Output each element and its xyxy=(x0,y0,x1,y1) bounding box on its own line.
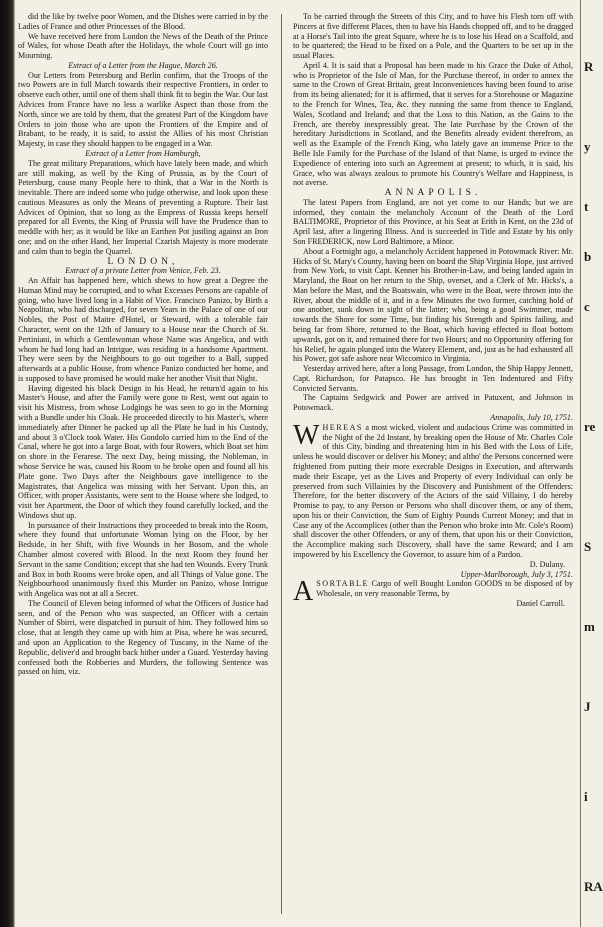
adjacent-page-fragment: i xyxy=(584,789,588,804)
adjacent-page-fragment: y xyxy=(584,139,591,154)
article-paragraph: Yesterday arrived here, after a long Passage, from London, the Ship Happy Jennett, Capt. Richardson, for Patapsco. He has brought in Ten Indentured and Fifty Convicted Servants. xyxy=(293,364,573,393)
section-heading: Extract of a Letter from Hamburgh, xyxy=(85,148,201,158)
adjacent-page-fragment: J xyxy=(584,699,591,714)
notice-body: a most wicked, violent and audacious Crime was committed in the Night of the 2d Instant, by breaking open the House of Mr. Charles Cole of this City, binding and threatening him in his Bed with the Loss of Life, unless he would discover or deliver his Money; and altho' the Persons concerned were frightened from putting their more execrable Designs in Execution, and afterwards made their Escape, yet as the Lives and Property of every Individual can only be preserved from such Villainies by the Discovery and Punishment of the Offenders: Therefore, for the better discovery of the Actors of the said Villainy, I do hereby Promise to pay, to any Person or Persons who shall discover them, or any of them, upon his or their Conviction, the Sum of Eighty Pounds Current Money; and that in Case any of the Accomplices (other than the Person who broke into Mr. Cole's Room) shall discover the other Offenders, or any of them, that upon his or their Conviction, the Accomplice making such Discovery, shall have the same Reward; and I am impowered by his Excellency the Governor, to assure him of a Pardon. xyxy=(293,422,573,559)
article-paragraph: did the like by twelve poor Women, and the Dishes were carried in by the Ladies of France and other Princesses of the Blood. xyxy=(18,12,268,31)
page-binding-edge xyxy=(0,0,15,927)
article-paragraph: An Affair has happened here, which shews to how great a Degree the Human Mind may be corrupted, and to what Excesses Persons are capable of going, who have lived long in a Habit of Vice. Francisco Panizo, by Birth a Neapolitan, who had discharged, for seven Years in the Palace of one of our Nobles, the Post of Maitre d'Hotel, or Steward, with a tolerable fair Character, went on the 12th of January to a House near the Church of St. Pertiniani, in which a Gentlewoman whose Name was Angelica, and with whom he had long had an Intrigue, was residing in a handsome Apartment. They were seen by the Neighbours to go out together to a Ball, supped afterwards at a public House, from whence Panizo conducted her home, and is supposed to have promised he would make her another Visit that Night. xyxy=(18,276,268,383)
article-paragraph: To be carried through the Streets of this City, and to have his Flesh torn off with Pincers at five different Places, then to have his Hands chopped off, and to be dragged at a Horse's Tail into the great Square, where he is to lose his Head on a Scaffold, and to be quartered; the Head to be fixed on a Pole, and the Quarters to be set up in the usual Places. xyxy=(293,12,573,61)
notice-drop-cap: W xyxy=(293,419,320,451)
london-heading: LONDON, xyxy=(107,255,179,267)
article-paragraph: The Council of Eleven being informed of what the Officers of Justice had seen, and of the Person who was suspected, an Officer with a certain Number of Sbirri, were dispatched in pursuit of him. They followed him so close, that at length they came up with him at Pisa, where he was secured, and upon an Application to the Regency of Tuscany, in the Name of the Republic, deliver'd and brought back hither under a Guard. Yesterday having confessed both the Robberies and Murders, the following Sentence was passed on him, viz. xyxy=(18,598,268,677)
adjacent-page-fragment: S xyxy=(584,539,592,554)
notice-signature: D. Dulany. xyxy=(529,559,565,569)
adjacent-page-fragment: RA xyxy=(584,879,603,894)
adjacent-page-strip xyxy=(580,0,601,927)
section-heading: Extract of a Letter from the Hague, March 26. xyxy=(68,60,218,70)
article-paragraph: The great military Preparations, which have lately been made, and which are still making, as well by the King of Prussia, as by the Court of Petersburg, cause many People here to think, that a War in the North is inevitable. There are indeed some who judge otherwise, and look upon these cautious Measures as only the Means of preventing a Rupture. Their last Advices of Opinion, that so long as the Empress of Russia keeps herself prepared for all Events, the King of Prussia will have the Prudence than to meddle with her; as it would be like an Earthen Pot justling against an Iron one; and on the other Hand, her Imperial Czarish Majesty is more moderate and calm than to begin the Quarrel. xyxy=(18,158,268,256)
adjacent-page-fragment: R xyxy=(584,59,594,74)
advert-dateline: Upper-Marlborough, July 3, 1751. xyxy=(460,569,573,579)
adjacent-page-fragment: c xyxy=(584,299,590,314)
article-paragraph: We have received here from London the News of the Death of the Prince of Wales, for whose Death after the Holidays, the whole Court will go into Mourning. xyxy=(18,31,268,61)
article-paragraph: The Captains Sedgwick and Power are arrived in Patuxent, and Johnson in Potowmack. xyxy=(293,393,573,413)
adjacent-page-fragment: b xyxy=(584,249,592,264)
right-column xyxy=(293,12,573,924)
article-paragraph: The latest Papers from England, are not yet come to our Hands; but we are informed, they contain the melancholy Account of the Death of the Lord BALTIMORE, Proprietor of this Province, at his Seat at Erith in Kent, on the 23d of April last, after a lingering Illness. And is succeeded in Title and Estate by his only Son FREDERICK, now Lord Baltimore, a Minor. xyxy=(293,197,573,246)
article-paragraph: In pursuance of their Instructions they proceeded to break into the Room, where they found that unfortunate Woman lying on the Floor, by her Bedside, in her Shift, with five Wounds in her Bosom, and the whole Chamber almost covered with Blood. In the next Room they found her Servant in the same Condition; except that she had ten Wounds. Every Trunk and Box in both Rooms were broke open, and all Things of Value gone. The Neighbourhood unanimously fixed this Murder on Panizo, whose Intrigue with Angelica was not at all a Secret. xyxy=(18,520,268,599)
notice-dateline: Annapolis, July 10, 1751. xyxy=(490,413,573,423)
article-paragraph: April 4. It is said that a Proposal has been made to his Grace the Duke of Athol, who is Proprietor of the Isle of Man, for the Purchase thereof, in order to annex the same to the Crown of Great Britain, great Inconveniences having been found to arise from its being alienated; for it is affirmed, that it serves for a Storehouse or Magazine to the French for Wines, Tea, &c. they running the same from thence to England, Wales, Scotland and Ireland; and that the Loss to this Nation, as the Gains to the French, are thereby inexpressibly great. The late Purchase by the Crown of the hereditary Jurisdictions in Scotland, and the Benefits already evident therefrom, as well as the Example of the French King, who lately gave an immense Price to the Belle Isle Family for the Purchase of the Island of that Name, is urged to evince the Expedience of entering into such an Agreement at present; to which, it is said, his Grace, who was always zealous to promote his Country's Welfare and Happiness, is not averse. xyxy=(293,60,573,188)
article-paragraph: About a Fortnight ago, a melancholy Accident happened in Potowmack River: Mr. Hicks of St. Mary's County, having been on board the Ship Virginia Hope, just arrived from New York, to visit Capt. Kenner his Brother-in-Law, and being landed again in Maryland, the Boat on her return to the Ship, overset, and a Clerk of Mr. Hicks's, a Man before the Mast, and the Boatswain, who were in the Boat, were thrown into the River, about the middle of it, and in a few Minutes the two former, catching hold of one another, sunk down in sight of the latter; who, being a good Swimmer, made towards the Shore for some Time, but finding his Strength and Spirits failing, and being far from Shore, returned to the Boat, which having effected to float bottom upwards, got on it, and remained there for two Hours; and no Opportunity offering for his Relief, he again plunged into the Watery Element, and, just as he had exhausted all his Power, got safe ashore near Wiccomico in Virginia. xyxy=(293,246,573,364)
article-paragraph: Our Letters from Petersburg and Berlin confirm, that the Troops of the two Powers are in full March towards their respective Frontiers, in order to observe each other, until one of them shall think fit to begin the War. Our last Advices from France have no less a warlike Aspect than those from the North, since we are told by them, that the greatest Part of the Kingdom have Orders to join those who are upon the Frontiers of the Empire and of Brabant, to be ready, it is said, to assist the Allies of his most Christian Majesty, in case they should happen to be engaged in a War. xyxy=(18,70,268,149)
advert-drop-cap: A xyxy=(293,576,314,608)
section-heading: Extract of a private Letter from Venice, Feb. 23. xyxy=(65,266,221,276)
annapolis-heading: ANNAPOLIS. xyxy=(384,187,482,199)
notice-lead-word: HEREAS xyxy=(322,422,363,432)
advert-body: Cargo of well Bought London GOODS to be disposed of by Wholesale, on very reasonable Terms, by xyxy=(316,579,573,599)
adjacent-page-fragment: re xyxy=(584,419,596,434)
advert-signature: Daniel Carroll. xyxy=(516,598,565,608)
adjacent-page-fragment: t xyxy=(584,199,589,214)
column-rule xyxy=(281,14,282,914)
reward-notice xyxy=(293,419,573,560)
adjacent-page-fragment: m xyxy=(584,619,595,634)
article-paragraph: Having digested his black Design in his Head, he return'd again to his Master's House, and after the Family were gone to Rest, went out again to visit his Mistress, from whose Lodgings he was seen to go in the Morning with a Bundle under his Cloak. He proceeded directly to his Master's, where immediately after Dinner he packed up all the Plate he had in his Custody, and about 3 o'Clock took Water. His Gondolo carried him to the End of the Canal, where he got into a large Boat, with four Rowers, which Boat set him on shore in the Ferarese. The next Day, being missing, the Nobleman, in whose Service he was, caused his Room to be broke open and found all his Plate gone. Two Days after the Neighbours gave intelligence to the Magistrates, that Angelica was missing with her Servant. Upon this, an Officer, with proper Assistants, were sent to the House where she lodged, to visit her Apartment, the Door of which they found carefully locked, and the Windows shut up. xyxy=(18,383,268,520)
left-column xyxy=(18,12,268,924)
advert-lead-word: SORTABLE xyxy=(316,579,369,589)
